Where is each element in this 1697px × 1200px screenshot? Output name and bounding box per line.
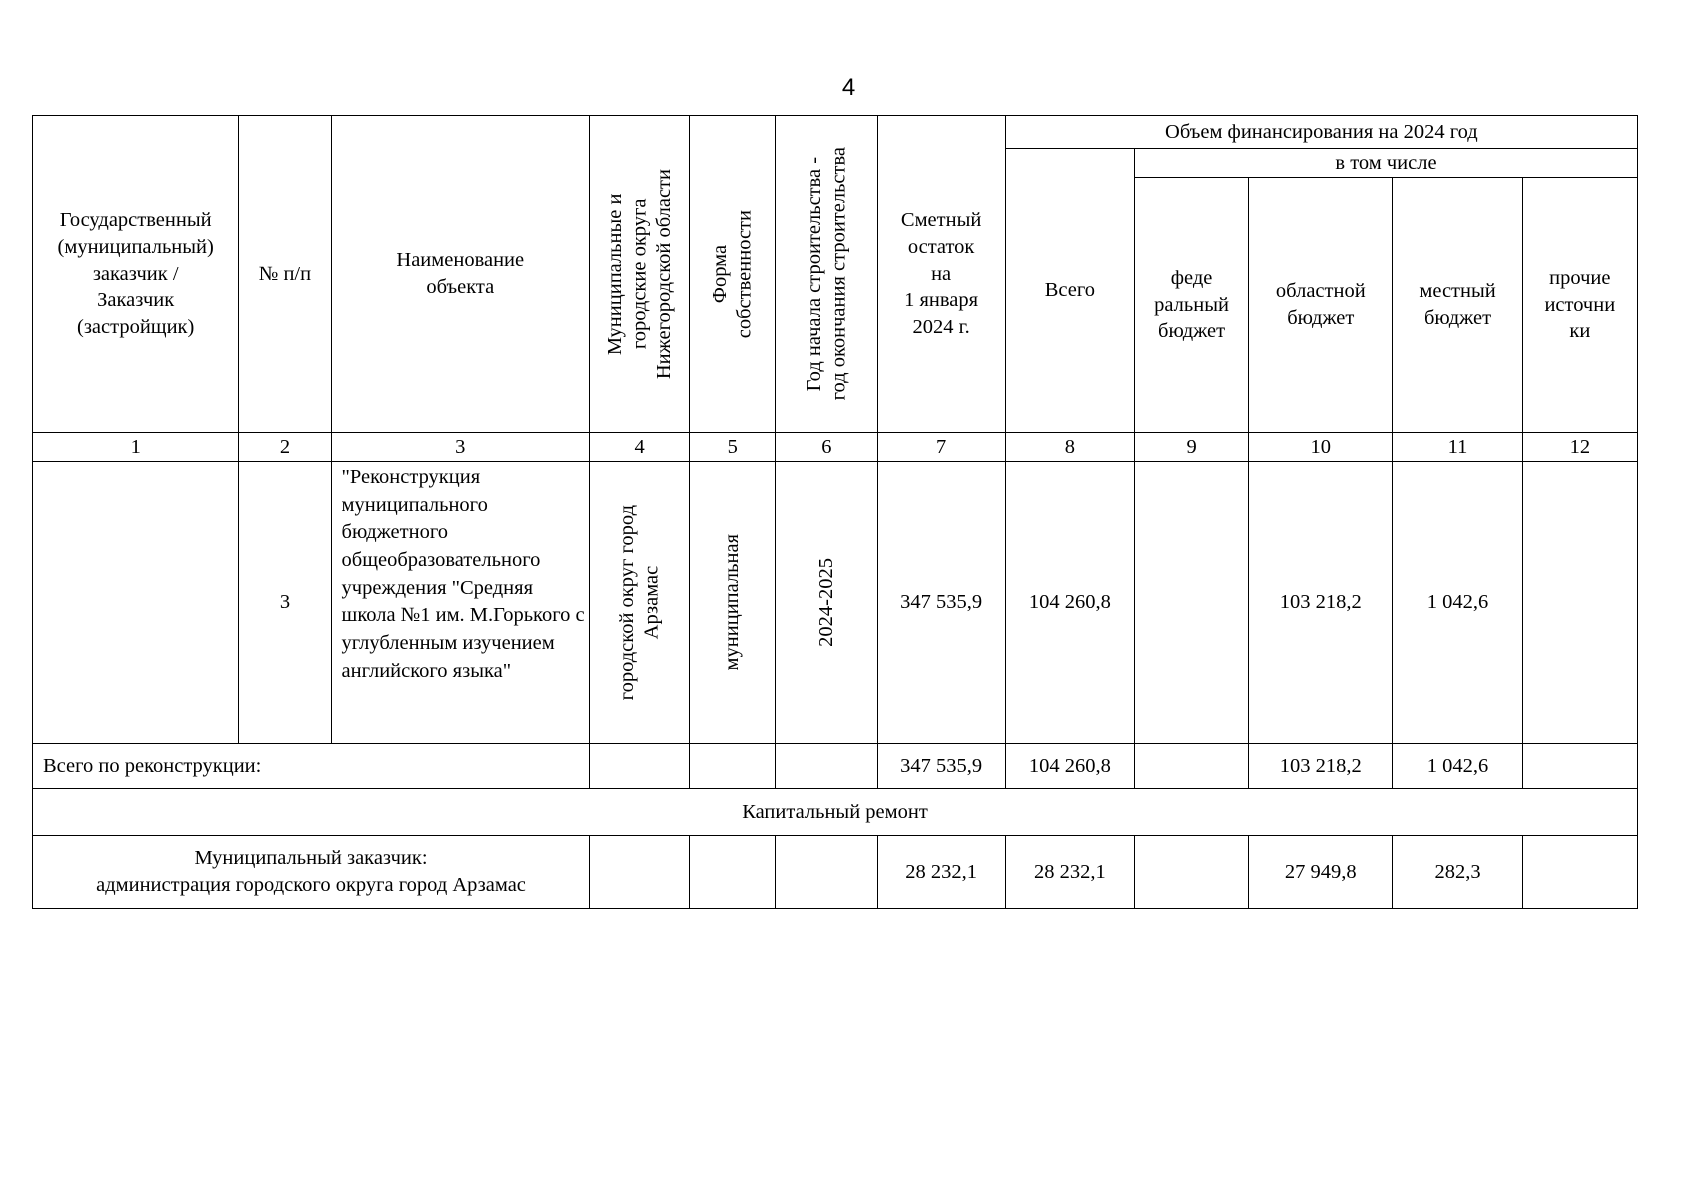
subtotal-other xyxy=(1522,744,1637,789)
financing-table xyxy=(32,115,1638,909)
row-ownership-text: муниципальная xyxy=(721,534,744,671)
header-years xyxy=(776,116,877,433)
header-municipal xyxy=(590,116,690,433)
header-object-name-text: Наименование объекта xyxy=(396,249,525,298)
customer-estimate: 28 232,1 xyxy=(877,836,1005,909)
column-number: 1 xyxy=(33,433,239,462)
row-estimate: 347 535,9 xyxy=(877,462,1005,744)
customer-local: 282,3 xyxy=(1393,836,1522,909)
customer-federal xyxy=(1134,836,1248,909)
header-local-text: местный бюджет xyxy=(1419,280,1496,329)
column-numbers-row xyxy=(33,433,1638,462)
header-estimate xyxy=(877,116,1005,433)
header-estimate-text: Сметный остаток на 1 января 2024 г. xyxy=(900,209,982,338)
subtotal-regional: 103 218,2 xyxy=(1249,744,1393,789)
header-ownership-text: Форма собственности xyxy=(709,209,756,339)
customer-row xyxy=(33,836,1638,909)
header-num-text: № п/п xyxy=(258,262,312,285)
column-number: 9 xyxy=(1134,433,1248,462)
header-num xyxy=(239,116,331,433)
header-regional-text: областной бюджет xyxy=(1275,280,1366,329)
header-years-text: Год начала строительства - год окончания строительства xyxy=(802,147,850,401)
row-local: 1 042,6 xyxy=(1393,462,1522,744)
header-financing xyxy=(1005,116,1637,149)
page-number: 4 xyxy=(841,74,856,101)
customer-empty-cell xyxy=(690,836,776,909)
subtotal-total: 104 260,8 xyxy=(1005,744,1134,789)
column-number: 7 xyxy=(877,433,1005,462)
row-object-name: "Реконструкция муниципального бюджетного общеобразовательного учреждения "Средняя школа №1 им. М.Горького с углубленным изучением английского языка" xyxy=(331,462,589,744)
row-total: 104 260,8 xyxy=(1005,462,1134,744)
column-number: 2 xyxy=(239,433,331,462)
header-total-text: Всего xyxy=(1044,279,1095,302)
header-customer-text: Государственный (муниципальный) заказчик / Заказчик (застройщик) xyxy=(57,209,214,338)
row-federal xyxy=(1134,462,1248,744)
header-customer xyxy=(33,116,239,433)
header-including xyxy=(1134,149,1637,178)
column-number: 5 xyxy=(690,433,776,462)
column-number: 8 xyxy=(1005,433,1134,462)
header-other-text: прочие источни ки xyxy=(1544,267,1616,343)
subtotal-label: Всего по реконструкции: xyxy=(33,744,590,789)
row-customer xyxy=(33,462,239,744)
customer-other xyxy=(1522,836,1637,909)
column-number: 12 xyxy=(1522,433,1637,462)
header-other xyxy=(1522,178,1637,433)
table-row xyxy=(33,462,1638,744)
column-number: 11 xyxy=(1393,433,1522,462)
subtotal-local: 1 042,6 xyxy=(1393,744,1522,789)
section-title: Капитальный ремонт xyxy=(33,789,1638,836)
row-municipal-text: городской округ город Арзамас xyxy=(615,504,663,701)
subtotal-row xyxy=(33,744,1638,789)
subtotal-empty-cell xyxy=(776,744,877,789)
header-local xyxy=(1393,178,1522,433)
row-ownership xyxy=(690,462,776,744)
header-ownership xyxy=(690,116,776,433)
subtotal-federal xyxy=(1134,744,1248,789)
header-object-name xyxy=(331,116,589,433)
customer-total: 28 232,1 xyxy=(1005,836,1134,909)
row-years xyxy=(776,462,877,744)
column-number: 3 xyxy=(331,433,589,462)
column-number: 10 xyxy=(1249,433,1393,462)
header-total xyxy=(1005,149,1134,433)
header-row-1 xyxy=(33,116,1638,149)
row-other xyxy=(1522,462,1637,744)
row-years-text: 2024-2025 xyxy=(815,558,838,647)
customer-empty-cell xyxy=(776,836,877,909)
row-num: 3 xyxy=(239,462,331,744)
customer-regional: 27 949,8 xyxy=(1249,836,1393,909)
header-federal-text: феде ральный бюджет xyxy=(1154,267,1229,343)
customer-empty-cell xyxy=(590,836,690,909)
column-number: 4 xyxy=(590,433,690,462)
section-row xyxy=(33,789,1638,836)
subtotal-empty-cell xyxy=(690,744,776,789)
header-regional xyxy=(1249,178,1393,433)
header-financing-text: Объем финансирования на 2024 год xyxy=(1165,120,1478,143)
subtotal-estimate: 347 535,9 xyxy=(877,744,1005,789)
column-number: 6 xyxy=(776,433,877,462)
header-municipal-text: Муниципальные и городские округа Нижегородской области xyxy=(603,168,675,380)
subtotal-empty-cell xyxy=(590,744,690,789)
header-including-text: в том числе xyxy=(1335,151,1437,174)
header-federal xyxy=(1134,178,1248,433)
row-regional: 103 218,2 xyxy=(1249,462,1393,744)
row-municipal xyxy=(590,462,690,744)
customer-label: Муниципальный заказчик: администрация городского округа город Арзамас xyxy=(33,836,590,909)
